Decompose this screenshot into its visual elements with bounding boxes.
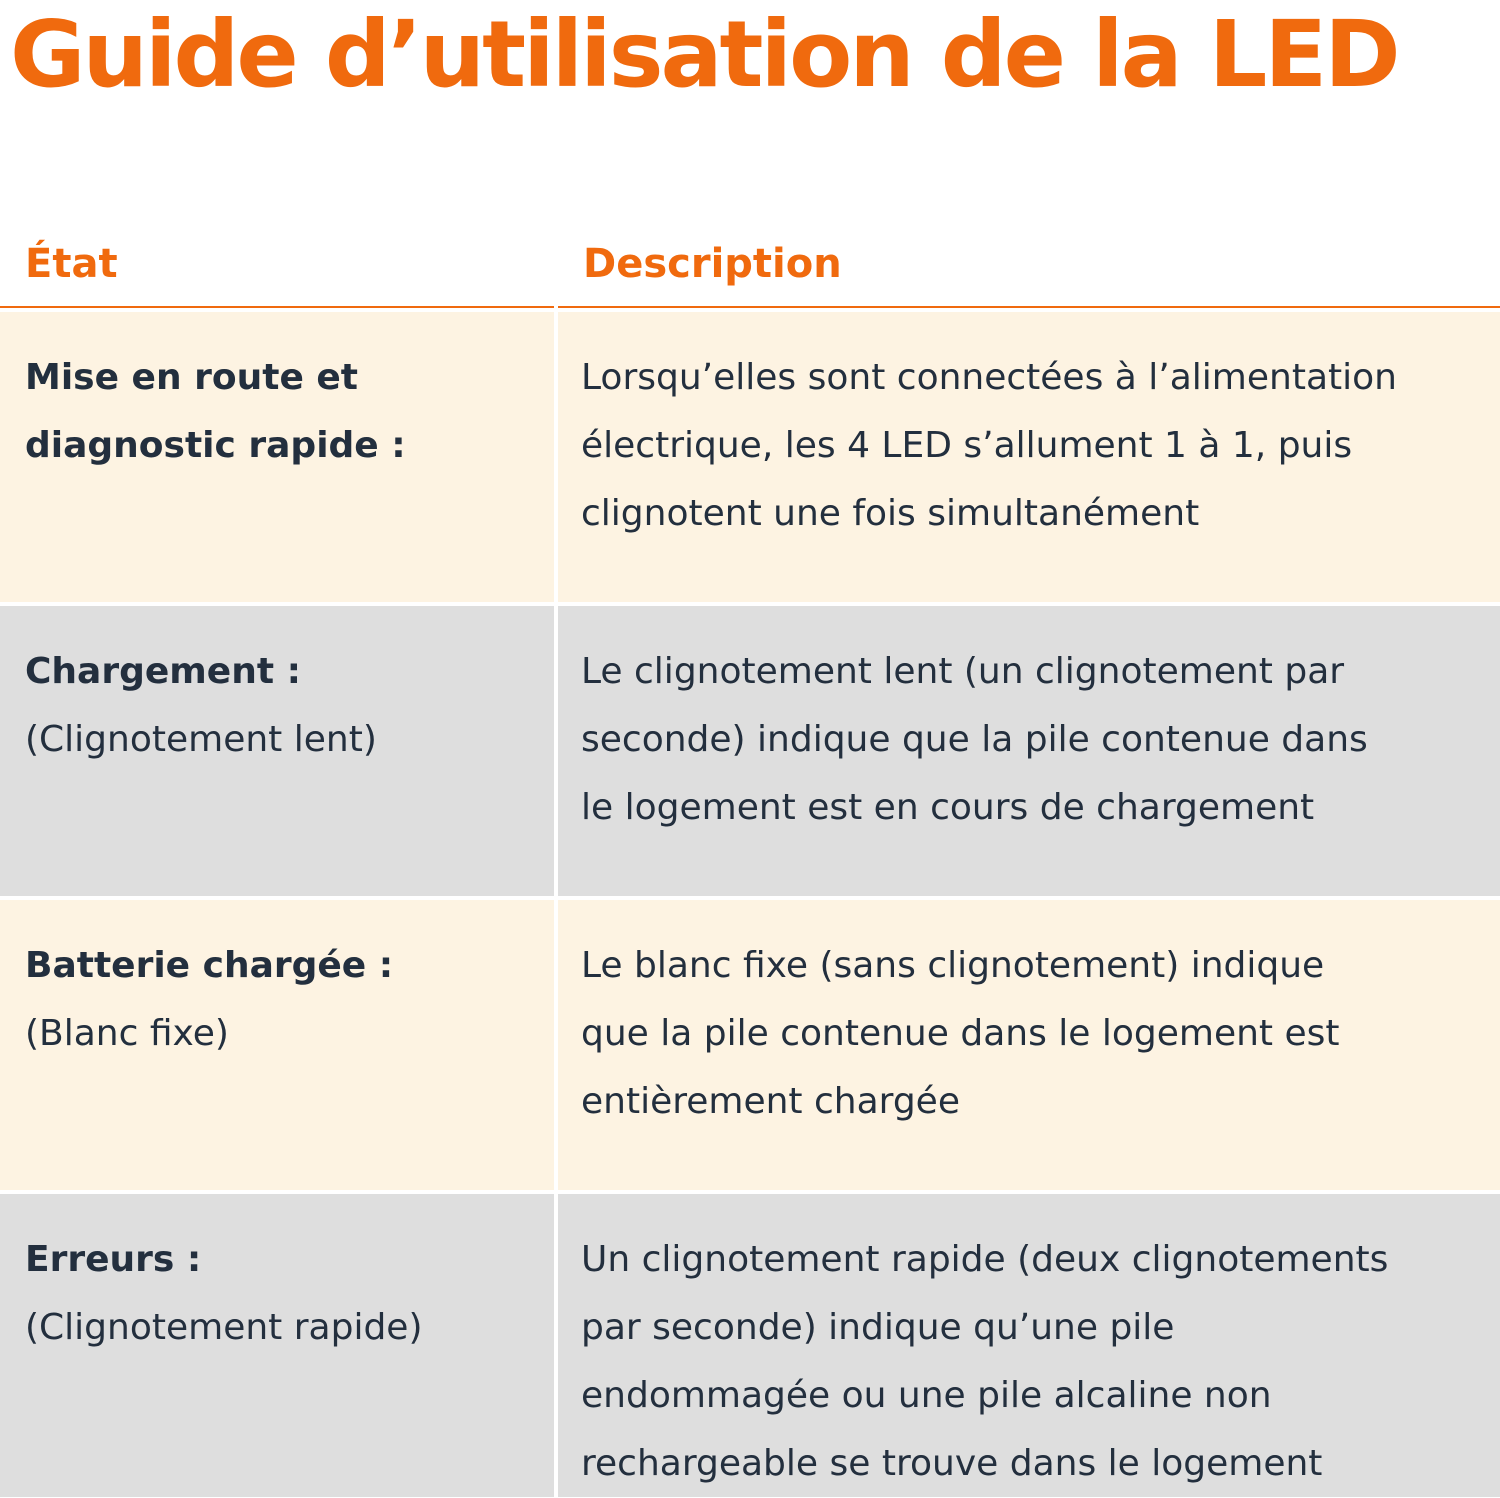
description-line: Le clignotement lent (un clignotement par (581, 651, 1345, 692)
state-subtitle: (Blanc fixe) (25, 1013, 229, 1054)
state-cell (0, 900, 554, 1190)
header-state: État (0, 220, 554, 308)
state-title: Mise en route et (25, 357, 359, 398)
description-line: électrique, les 4 LED s’allument 1 à 1, puis (581, 425, 1353, 466)
led-guide-table (0, 220, 1500, 1497)
description-line: Un clignotement rapide (deux clignotements (581, 1239, 1389, 1280)
description-line: par seconde) indique qu’une pile (581, 1307, 1175, 1348)
table-row-startup (0, 312, 1500, 602)
description-line: seconde) indique que la pile contenue dans (581, 719, 1368, 760)
state-title: diagnostic rapide : (25, 425, 406, 466)
table-header-row (0, 220, 1500, 308)
description-line: Lorsqu’elles sont connectées à l’alimentation (581, 357, 1397, 398)
description-cell (558, 1194, 1500, 1497)
header-description: Description (558, 220, 1500, 308)
page-title: Guide d’utilisation de la LED (10, 1, 1398, 108)
state-cell (0, 1194, 554, 1497)
description-line: Le blanc fixe (sans clignotement) indique (581, 945, 1325, 986)
state-cell (0, 606, 554, 896)
state-cell (0, 312, 554, 602)
table-row-charged (0, 900, 1500, 1190)
table-row-charging (0, 606, 1500, 896)
state-title: Chargement : (25, 651, 301, 692)
state-title: Erreurs : (25, 1239, 202, 1280)
state-subtitle: (Clignotement rapide) (25, 1307, 423, 1348)
description-cell (558, 312, 1500, 602)
description-line: endommagée ou une pile alcaline non (581, 1375, 1272, 1416)
description-line: rechargeable se trouve dans le logement (581, 1443, 1323, 1484)
description-line: clignotent une fois simultanément (581, 493, 1200, 534)
description-cell (558, 606, 1500, 896)
description-line: entièrement chargée (581, 1081, 960, 1122)
table-row-errors (0, 1194, 1500, 1497)
description-cell (558, 900, 1500, 1190)
description-line: que la pile contenue dans le logement est (581, 1013, 1340, 1054)
description-line: le logement est en cours de chargement (581, 787, 1315, 828)
state-subtitle: (Clignotement lent) (25, 719, 377, 760)
state-title: Batterie chargée : (25, 945, 394, 986)
